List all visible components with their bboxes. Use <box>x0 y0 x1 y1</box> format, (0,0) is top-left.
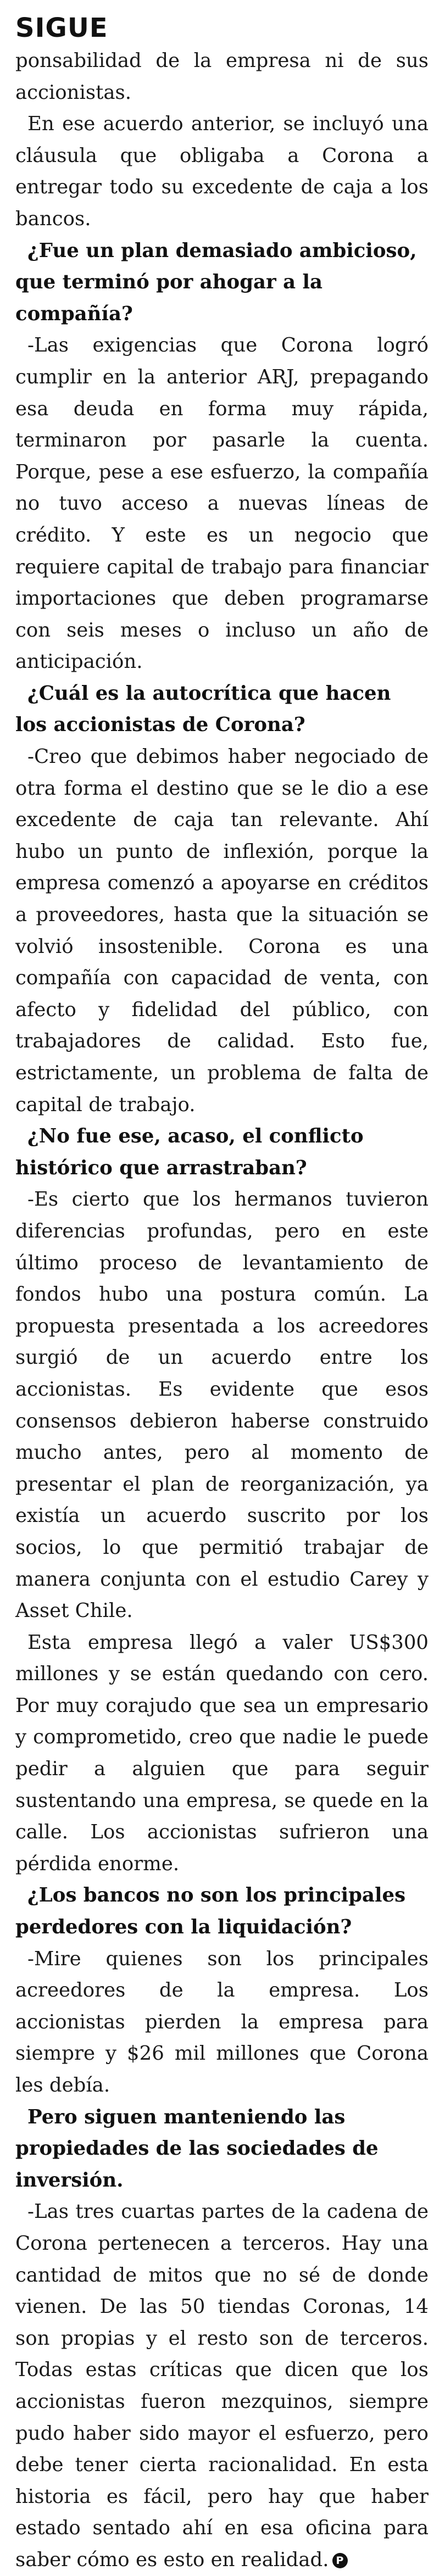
paragraph-clause: En ese acuerdo anterior, se incluyó una cláusula que obligaba a Corona a entregar todo su excedente de caja a los bancos. <box>15 113 429 230</box>
end-of-article-icon: P <box>332 2553 348 2568</box>
answer-investment-properties-text: -Las tres cuartas partes de la cadena de Corona pertenecen a terceros. Hay una cantidad de mitos que no sé de donde vienen. De las 50 tiendas Coronas, 14 son propias y el resto son de terceros. Todas estas críticas que dicen que los accionistas fueron mezquinos, siempre pudo haber sido mayor el esfuerzo, pero debe tener cierta racionalidad. En esta historia es fácil, pero hay que haber estado sentado ahí en esa oficina para saber cómo es esto en realidad. <box>15 2200 429 2571</box>
question-ambitious-plan: ¿Fue un plan demasiado ambicioso, que terminó por ahogar a la compañía? <box>15 239 417 325</box>
article-page <box>15 0 429 2576</box>
section-kicker: SIGUE <box>15 13 108 43</box>
answer-historic-conflict: -Es cierto que los hermanos tuvieron diferencias profundas, pero en este último proceso de levantamiento de fondos hubo una postura común. La propuesta presentada a los acreedores surgió de un acuerdo entre los accionistas. Es evidente que esos consensos debieron haberse construido mucho antes, pero al momento de presentar el plan de reorganización, ya existía un acuerdo suscrito por los socios, lo que permitió trabajar de manera conjunta con el estudio Carey y Asset Chile. <box>15 1188 429 1622</box>
answer-self-criticism: -Creo que debimos haber negociado de otra forma el destino que se le dio a ese excedente de caja tan relevante. Ahí hubo un punto de inflexión, porque la empresa comenzó a apoyarse en créditos a proveedores, hasta que la situación se volvió insostenible. Corona es una compañía con capacidad de venta, con afecto y fidelidad del público, con trabajadores de calidad. Esto fue, estrictamente, un problema de falta de capital de trabajo. <box>15 745 429 1116</box>
question-historic-conflict: ¿No fue ese, acaso, el conflicto histórico que arrastraban? <box>15 1125 364 1179</box>
question-self-criticism: ¿Cuál es la autocrítica que hacen los accionistas de Corona? <box>15 682 391 737</box>
paragraph-company-value: Esta empresa llegó a valer US$300 millones y se están quedando con cero. Por muy corajudo que sea un empresario y comprometido, creo que nadie le puede pedir a alguien que para seguir sustentando una empresa, se quede en la calle. Los accionistas sufrieron una pérdida enorme. <box>15 1631 429 1875</box>
question-banks-losers: ¿Los bancos no son los principales perdedores con la liquidación? <box>15 1884 406 1939</box>
answer-banks-losers: -Mire quienes son los principales acreedores de la empresa. Los accionistas pierden la empresa para siempre y $26 mil millones que Corona les debía. <box>15 1947 429 2097</box>
answer-investment-properties <box>15 2196 429 2575</box>
question-investment-properties: Pero siguen manteniendo las propiedades de las sociedades de inversión. <box>15 2105 379 2192</box>
paragraph-continuation: ponsabilidad de la empresa ni de sus accionistas. <box>15 49 429 104</box>
answer-ambitious-plan: -Las exigencias que Corona logró cumplir en la anterior ARJ, prepagando esa deuda en forma muy rápida, terminaron por pasarle la cuenta. Porque, pese a ese esfuerzo, la compañía no tuvo acceso a nuevas líneas de crédito. Y este es un negocio que requiere capital de trabajo para financiar importaciones que deben programarse con seis meses o incluso un año de anticipación. <box>15 334 429 673</box>
